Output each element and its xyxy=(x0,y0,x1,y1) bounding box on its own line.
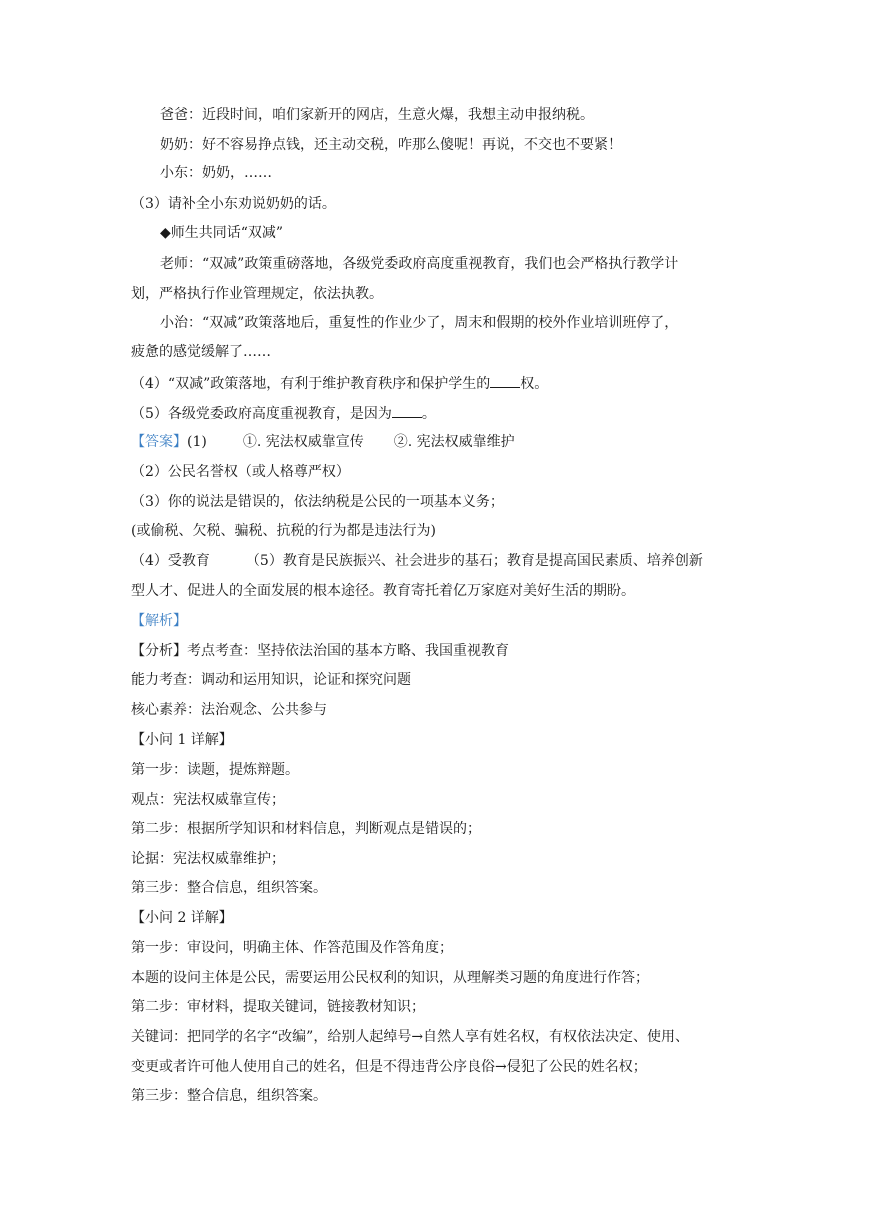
detail-2-step-2: 第二步：审材料，提取关键词，链接教材知识； xyxy=(131,999,425,1015)
question-3: （3）请补全小东劝说奶奶的话。 xyxy=(131,196,336,212)
detail-1-step-2: 第二步：根据所学知识和材料信息，判断观点是错误的； xyxy=(131,821,481,837)
detail-2-keywords-line-2: 变更或者许可他人使用自己的姓名，但是不得违背公序良俗→侵犯了公民的姓名权； xyxy=(131,1059,647,1075)
detail-1-step-1: 第一步：读题，提炼辩题。 xyxy=(131,762,299,778)
answer-blank xyxy=(490,373,520,388)
detail-1-argument: 论据：宪法权威靠维护； xyxy=(131,851,285,867)
answer-5-line-1: （5）教育是民族振兴、社会进步的基石；教育是提高国民素质、培养创新 xyxy=(245,553,703,569)
detail-2-keywords-line-1: 关键词：把同学的名字“改编”，给别人起绰号→自然人享有姓名权，有权依法决定、使用、 xyxy=(131,1029,690,1045)
analysis-label: 【解析】 xyxy=(131,613,187,629)
detail-1-title: 【小问 1 详解】 xyxy=(131,732,233,748)
question-4 xyxy=(131,373,751,394)
question-5-suffix: 。 xyxy=(421,406,436,422)
answer-blank xyxy=(392,403,422,418)
detail-2-title: 【小问 2 详解】 xyxy=(131,910,233,926)
section-title: ◆师生共同话“双减” xyxy=(160,225,284,241)
detail-2-step-3: 第三步：整合信息，组织答案。 xyxy=(131,1088,327,1104)
dialogue-dad: 爸爸：近段时间，咱们家新开的网店，生意火爆，我想主动申报纳税。 xyxy=(160,107,594,123)
dialogue-xiaodong: 小东：奶奶，…… xyxy=(160,165,272,181)
answer-3-line-2: (或偷税、欠税、骗税、抗税的行为都是违法行为) xyxy=(131,523,436,539)
analysis-fenxi: 【分析】考点考查：坚持依法治国的基本方略、我国重视教育 xyxy=(131,643,509,659)
answer-1-option-1: ①. 宪法权威靠宣传 xyxy=(242,434,364,450)
answer-4: （4）受教育 xyxy=(131,553,210,569)
question-4-text: （4）“双减”政策落地，有利于维护教育秩序和保护学生的 xyxy=(131,376,491,392)
xiaozhi-line-1: 小治：“双减”政策落地后，重复性的作业少了，周末和假期的校外作业培训班停了， xyxy=(160,315,679,331)
detail-1-step-3: 第三步：整合信息，组织答案。 xyxy=(131,880,327,896)
dialogue-grandma: 奶奶：好不容易挣点钱，还主动交税，咋那么傻呢！再说，不交也不要紧！ xyxy=(160,137,622,153)
detail-2-step-1: 第一步：审设问，明确主体、作答范围及作答角度； xyxy=(131,940,453,956)
question-4-suffix: 权。 xyxy=(520,376,549,392)
answer-5-line-2: 型人才、促进人的全面发展的根本途径。教育寄托着亿万家庭对美好生活的期盼。 xyxy=(131,583,635,599)
answer-1-number: (1) xyxy=(187,434,207,450)
xiaozhi-line-2: 疲惫的感觉缓解了…… xyxy=(131,344,271,360)
question-5 xyxy=(131,403,751,424)
detail-1-view: 观点：宪法权威靠宣传； xyxy=(131,792,285,808)
answer-3-line-1: （3）你的说法是错误的，依法纳税是公民的一项基本义务； xyxy=(131,494,504,510)
answer-line-1 xyxy=(131,432,751,452)
answer-1-option-2: ②. 宪法权威靠维护 xyxy=(393,434,515,450)
answer-2: （2）公民名誉权（或人格尊严权） xyxy=(131,464,350,480)
question-5-text: （5）各级党委政府高度重视教育，是因为 xyxy=(131,406,392,422)
teacher-line-1: 老师：“双减”政策重磅落地，各级党委政府高度重视教育，我们也会严格执行教学计 xyxy=(160,256,679,272)
detail-2-subject: 本题的设问主体是公民，需要运用公民权利的知识，从理解类习题的角度进行作答； xyxy=(131,970,649,986)
analysis-core: 核心素养：法治观念、公共参与 xyxy=(131,702,327,718)
teacher-line-2: 划，严格执行作业管理规定，依法执教。 xyxy=(131,286,383,302)
answer-4-5-line-1 xyxy=(131,551,751,571)
analysis-ability: 能力考查：调动和运用知识，论证和探究问题 xyxy=(131,672,411,688)
answer-label: 【答案】 xyxy=(131,434,187,450)
